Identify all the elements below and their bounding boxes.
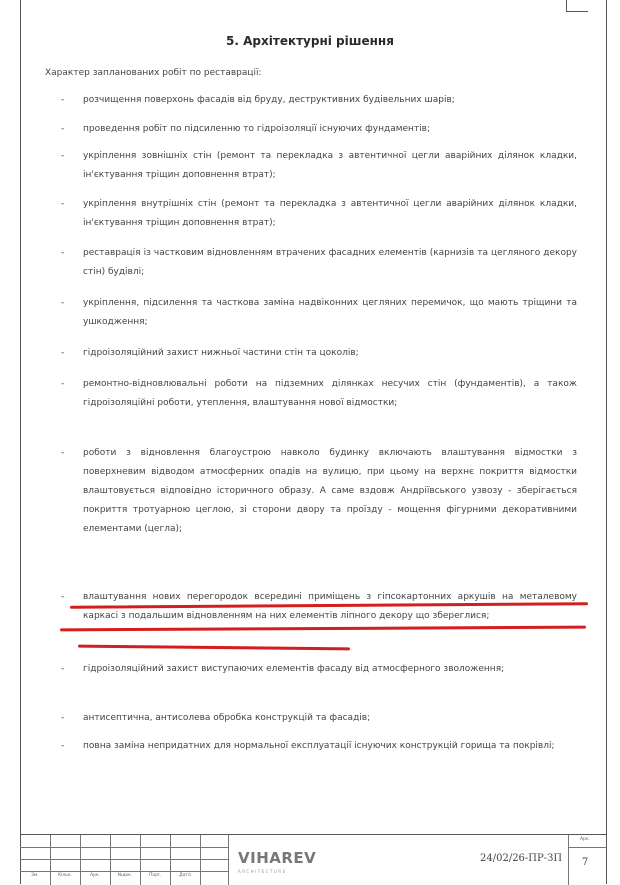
list-item (61, 147, 577, 185)
corner-box (566, 0, 588, 12)
company-logo-subtitle: ARCHITECTURE (238, 869, 287, 874)
caption-sheet: Арк. (89, 873, 101, 878)
caption-change: Зм. (31, 873, 39, 878)
item-text: гідроізоляційний захист виступаючих елементів фасаду від атмосферного зволоження; (83, 664, 505, 674)
document-number: 24/02/26-ПР-ЗП (480, 853, 563, 864)
list-item (61, 120, 577, 139)
title-block (20, 834, 607, 884)
item-text: антисептична, антисолева обробка конструкцій та фасадів; (83, 713, 371, 723)
list-item (61, 294, 577, 332)
caption-doc-number: №док. (117, 873, 133, 878)
bullet: - (61, 448, 65, 458)
list-item (61, 375, 577, 413)
item-text: роботи з відновлення благоустрою навколо будинку включають влаштування відмостки з поверхневим відводом атмосферних опадів на вулицю, при цьому на верхнє покриття відмостки влаштовується відповідно історичного образу. А саме вздовж Андріївського узвозу - зберігається покриття тротуарною цеглою, зі сторони двору та проїзду - мощення фігурними декоративними елементами (цегла); (83, 448, 577, 534)
list-item (61, 344, 577, 363)
caption-date: Дата (179, 873, 191, 878)
list-item (61, 91, 577, 110)
bullet: - (61, 379, 65, 389)
bullet: - (61, 124, 65, 134)
list-item (61, 444, 577, 539)
bullet: - (61, 592, 65, 602)
item-text: укріплення зовнішніх стін (ремонт та перекладка з автентичної цегли аварійних ділянок кладки, ін'єктування тріщин доповнення втрат); (83, 151, 577, 180)
list-item (61, 737, 577, 756)
item-text: укріплення внутрішніх стін (ремонт та перекладка з автентичної цегли аварійних ділянок кладки, ін'єктування тріщин доповнення втрат); (83, 199, 577, 228)
sheet-label: Арк. (579, 837, 591, 842)
company-logo: VIHAREV (238, 849, 317, 867)
bullet: - (61, 664, 65, 674)
bullet: - (61, 348, 65, 358)
bullet: - (61, 713, 65, 723)
list-item (61, 244, 577, 282)
item-text: повна заміна непридатних для нормальної експлуатації існуючих конструкцій горища та покрівлі; (83, 741, 555, 751)
list-item (61, 660, 577, 679)
list-item (61, 195, 577, 233)
intro-text: Характер запланованих робіт по реставрації: (45, 68, 262, 78)
item-text: ремонтно-відновлювальні роботи на підземних ділянках несучих стін (фундаментів), а також гідроізоляційні роботи, утеплення, влаштування нової відмостки; (83, 379, 577, 408)
item-text: розчищення поверхонь фасадів від бруду, деструктивних будівельних шарів; (83, 95, 455, 105)
bullet: - (61, 95, 65, 105)
bullet: - (61, 248, 65, 258)
item-text: влаштування нових перегородок всередині приміщень з гіпсокартонних аркушів на металевому каркасі з подальшим відновленням на них елементів ліпного декору що збереглися; (83, 592, 577, 621)
caption-signature: Підп. (148, 873, 162, 878)
item-text: реставрація із частковим відновленням втрачених фасадних елементів (карнизів та цегляного декору стін) будівлі; (83, 248, 577, 277)
item-text: гідроізоляційний захист нижньої частини стін та цоколів; (83, 348, 359, 358)
sheet-number: 7 (581, 857, 589, 868)
section-title: 5. Архітектурні рішення (226, 34, 394, 48)
bullet: - (61, 741, 65, 751)
item-text: укріплення, підсилення та часткова заміна надвіконних цегляних перемичок, що мають тріщини та ушкодження; (83, 298, 577, 327)
bullet: - (61, 199, 65, 209)
bullet: - (61, 298, 65, 308)
list-item (61, 709, 577, 728)
caption-quantity: Кільк. (57, 873, 73, 878)
bullet: - (61, 151, 65, 161)
item-text: проведення робіт по підсиленню то гідроізоляції існуючих фундаментів; (83, 124, 431, 134)
